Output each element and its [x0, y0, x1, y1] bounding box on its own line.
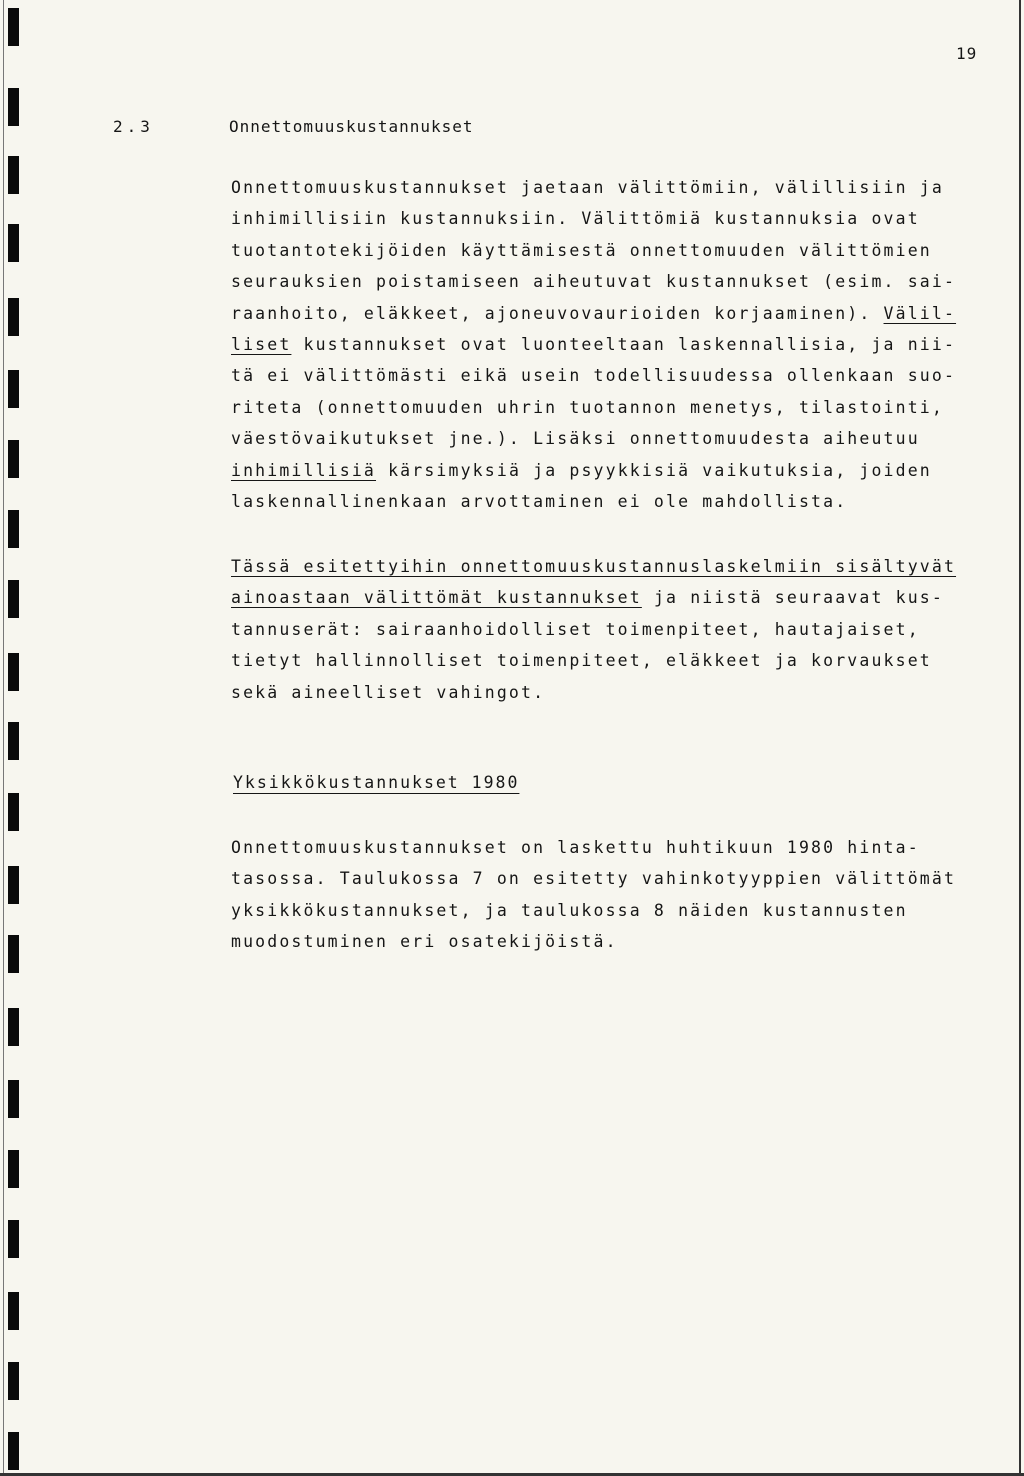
text-line: muodostuminen eri osatekijöistä. — [231, 932, 618, 952]
binding-hole — [8, 8, 19, 46]
underlined-phrase: Tässä esitettyihin onnettomuuskustannuslaskelmiin sisältyvät — [231, 557, 957, 576]
binding-hole — [8, 510, 19, 548]
text-line: laskennallinenkaan arvottaminen ei ole mahdollista. — [231, 491, 848, 511]
text-line: Onnettomuuskustannukset on laskettu huhtikuun 1980 hinta- — [231, 838, 920, 857]
binding-hole — [8, 653, 19, 691]
binding-hole — [8, 935, 19, 973]
underlined-term: liset — [231, 334, 292, 354]
text-line: väestövaikutukset jne.). Lisäksi onnettomuudesta aiheutuu — [231, 429, 920, 449]
binding-hole — [8, 1150, 19, 1188]
underlined-term: Välil- — [883, 303, 957, 323]
text-segment: raanhoito, eläkkeet, ajoneuvovaurioiden korjaaminen). — [231, 303, 884, 323]
text-line — [231, 551, 991, 582]
binding-hole — [8, 224, 19, 262]
binding-hole — [8, 298, 19, 336]
underlined-term: inhimillisiä — [231, 460, 377, 480]
binding-hole — [8, 156, 19, 194]
binding-hole — [8, 88, 19, 126]
binding-hole — [8, 722, 19, 760]
binding-hole — [8, 440, 19, 478]
section-number: 2.3 — [113, 117, 154, 136]
text-line: tasossa. Taulukossa 7 on esitetty vahinkotyyppien välittömät — [231, 869, 957, 889]
page-number: 19 — [956, 44, 978, 63]
text-line: Onnettomuuskustannukset jaetaan välittömiin, välillisiin ja — [231, 178, 944, 197]
binding-hole — [8, 1220, 19, 1258]
binding-hole — [8, 370, 19, 408]
page-edge-line — [3, 0, 4, 1476]
binding-hole — [8, 1080, 19, 1118]
text-segment: kärsimyksiä ja psyykkisiä vaikutuksia, joiden — [376, 460, 932, 480]
page-frame-right — [1019, 0, 1021, 1476]
binding-hole — [8, 1432, 19, 1470]
text-segment: kustannukset ovat luonteeltaan laskennallisia, ja nii- — [291, 334, 957, 354]
text-line: yksikkökustannukset, ja taulukossa 8 näiden kustannusten — [231, 900, 908, 920]
text-line: tä ei välittömästi eikä usein todellisuudessa ollenkaan suo- — [231, 366, 957, 386]
text-line — [231, 455, 991, 486]
paragraph-price-level — [231, 832, 991, 958]
subheading-unit-costs: Yksikkökustannukset 1980 — [233, 773, 520, 792]
paragraph-included-costs — [231, 551, 991, 708]
paragraph-cost-categories — [231, 172, 991, 517]
text-line: tuotantotekijöiden käyttämisestä onnettomuuden välittömien — [231, 240, 932, 260]
text-line: tannuserät: sairaanhoidolliset toimenpiteet, hautajaiset, — [231, 619, 920, 639]
text-line: riteta (onnettomuuden uhrin tuotannon menetys, tilastointi, — [231, 397, 944, 417]
text-line: sekä aineelliset vahingot. — [231, 682, 546, 702]
underlined-phrase: ainoastaan välittömät kustannukset — [231, 588, 642, 608]
binding-hole — [8, 793, 19, 831]
text-line: seurauksien poistamiseen aiheutuvat kustannukset (esim. sai- — [231, 272, 957, 292]
section-title: Onnettomuuskustannukset — [229, 117, 474, 136]
text-segment: ja niistä seuraavat kus- — [641, 588, 944, 608]
binding-hole — [8, 1008, 19, 1046]
binding-hole — [8, 1362, 19, 1400]
binding-hole — [8, 1292, 19, 1330]
text-line: tietyt hallinnolliset toimenpiteet, eläkkeet ja korvaukset — [231, 651, 932, 671]
binding-hole — [8, 580, 19, 618]
text-line — [231, 582, 991, 613]
text-line — [231, 298, 991, 329]
binding-strip — [0, 0, 36, 1476]
binding-hole — [8, 866, 19, 904]
text-line: inhimillisiin kustannuksiin. Välittömiä kustannuksia ovat — [231, 209, 920, 229]
text-line — [231, 329, 991, 360]
